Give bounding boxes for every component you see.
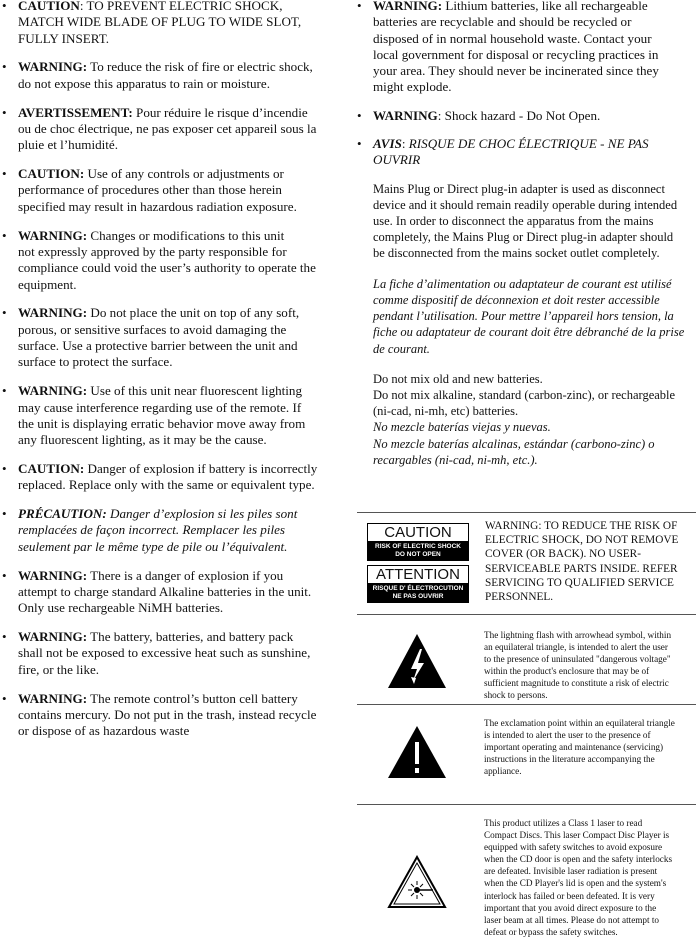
warning-text-line: pluie et l’humidité. — [18, 137, 118, 153]
paragraph-line: use. In order to disconnect the apparatus from the mains — [373, 214, 654, 229]
symbol-text-line: important that you avoid direct exposure to the — [484, 902, 657, 913]
warning-text-line: seulement par le même type de pile ou l’équivalent. — [18, 538, 288, 554]
notice-paragraph — [355, 181, 696, 262]
warning-text-line: The remote control’s button cell battery — [90, 690, 298, 706]
warning-text-line: Danger d’explosion si les piles sont — [110, 506, 298, 522]
warning-keyword: CAUTION — [18, 0, 80, 13]
warning-keyword: WARNING: — [373, 0, 443, 13]
box-warning-line: ELECTRIC SHOCK, DO NOT REMOVE — [485, 534, 679, 547]
warning-separator: : — [79, 0, 87, 13]
warning-item — [0, 105, 340, 154]
warning-text-line: the unit is displaying erratic behavior move away from — [18, 415, 306, 431]
paragraph-line: Mains Plug or Direct plug-in adapter is used as disconnect — [373, 181, 665, 196]
warning-text-line: TO PREVENT ELECTRIC SHOCK, — [86, 0, 283, 13]
symbol-text-line: are defeated. Invisible laser radiation is present — [484, 866, 658, 877]
warning-item — [0, 228, 340, 293]
caution-label-sub1: RISK OF ELECTRIC SHOCK — [375, 543, 461, 550]
warning-text-line: Shock hazard - Do Not Open. — [444, 107, 601, 123]
warning-text-line: Use of this unit near fluorescent lighting — [90, 383, 303, 399]
warning-item — [0, 629, 340, 678]
box-warning-line: SERVICING TO QUALIFIED SERVICE — [485, 576, 674, 589]
warning-keyword: WARNING: — [18, 690, 88, 706]
laser-box — [357, 804, 696, 936]
warning-text-line: performance of procedures other than those herein — [18, 182, 282, 198]
warning-text-line: remplacées de façon incorrect. Remplacer les piles — [18, 522, 286, 538]
box-warning-line: PERSONNEL. — [485, 591, 554, 604]
warning-keyword: WARNING: — [18, 227, 88, 243]
warning-text-line: Use of any controls or adjustments or — [87, 166, 284, 182]
symbol-text-line: when the CD door is open and the safety interlocks — [484, 854, 673, 865]
warning-text-line: specified may result in hazardous radiation exposure. — [18, 198, 297, 214]
box-warning-line: COVER (OR BACK). NO USER- — [485, 548, 641, 561]
warning-item — [0, 568, 340, 617]
warning-text-line: fire, or the like. — [18, 661, 100, 677]
symbol-text-line: This product utilizes a Class 1 laser to read — [484, 818, 643, 828]
warning-text-line: batteries are recyclable and should be recycled or — [373, 14, 632, 30]
symbol-text-line: Compact Discs. This laser Compact Disc Player is — [484, 830, 670, 841]
paragraph-line: Do not mix alkaline, standard (carbon-zinc), or rechargeable — [373, 387, 676, 402]
laser-radiation-icon — [387, 855, 447, 909]
exclamation-symbol-text — [484, 717, 696, 777]
box-warning-keyword: WARNING — [485, 520, 539, 532]
warning-text-line: FULLY INSERT. — [18, 30, 110, 46]
warning-item — [355, 108, 696, 124]
paragraph-line: recargables (ni-cad, ni-mh, etc.). — [373, 452, 538, 467]
warning-text-line: The battery, batteries, and battery pack — [90, 629, 294, 645]
symbol-text-line: appliance. — [484, 766, 522, 777]
warning-text-line: Danger of explosion if battery is incorrectly — [87, 460, 318, 476]
warning-item — [0, 691, 340, 740]
warning-text-line: Lithium batteries, like all rechargeable — [445, 0, 648, 13]
paragraph-line: de courant. — [373, 341, 430, 356]
caution-label-title: CAUTION — [368, 524, 468, 542]
attention-label-sub2: NE PAS OUVRIR — [392, 592, 444, 600]
caution-label — [367, 523, 469, 561]
warning-text-line: shall not be exposed to excessive heat such as sunshine, — [18, 645, 311, 661]
warning-text-line: may cause interference regarding use of the remote. If — [18, 399, 302, 415]
symbol-text-line: an equilateral triangle, is intended to alert the user — [484, 642, 668, 653]
warning-text-line: equipment. — [18, 276, 77, 292]
paragraph-line: comme dispositif de déconnexion et doit rester accessible — [373, 292, 660, 307]
warning-keyword: CAUTION: — [18, 460, 85, 476]
warning-text-line: OUVRIR — [373, 152, 421, 168]
symbol-text-line: when the CD Player's lid is open and the system's — [484, 878, 667, 889]
service-warning-text — [485, 519, 696, 604]
warning-text-line: Changes or modifications to this unit — [90, 227, 285, 243]
warning-text-line: ou de choc électrique, ne pas exposer cet appareil sous la — [18, 120, 317, 136]
warning-keyword: AVERTISSEMENT: — [18, 104, 133, 120]
warning-item — [0, 506, 340, 555]
warning-item — [0, 59, 340, 92]
warning-text-line: not expressly approved by the party responsible for — [18, 243, 287, 259]
warning-text-line: To reduce the risk of fire or electric shock, — [90, 59, 313, 75]
paragraph-line: fiche ou adaptateur de courant doit être débranché de la prise — [373, 325, 685, 340]
warning-text-line: Only use rechargeable NiMH batteries. — [18, 600, 224, 616]
warning-text-line: porous, or sensitive surfaces to avoid damaging the — [18, 321, 287, 337]
symbol-text-line: equipped with safety switches to avoid exposure — [484, 842, 663, 853]
warning-keyword: WARNING: — [18, 305, 88, 321]
paragraph-line: No mezcle baterías alcalinas, estándar (carbono-zinc) o — [373, 436, 655, 451]
warning-text-line: your area. They should never be incinerated since they — [373, 63, 659, 79]
exclamation-box — [357, 704, 696, 803]
symbol-text-line: important operating and maintenance (servicing) — [484, 742, 664, 753]
box-warning-line: SERVICEABLE PARTS INSIDE. REFER — [485, 562, 678, 575]
warning-text-line: or dispose of as hazardous waste — [18, 723, 190, 739]
warning-text-line: Do not place the unit on top of any soft, — [90, 305, 300, 321]
lightning-triangle-icon — [387, 633, 447, 689]
paragraph-line: No mezcle baterías viejas y nuevas. — [373, 420, 551, 435]
symbol-text-line: to the presence of uninsulated "dangerous voltage" — [484, 654, 671, 665]
warning-keyword: CAUTION: — [18, 166, 85, 182]
warning-keyword: WARNING — [373, 107, 438, 123]
warning-keyword: WARNING: — [18, 59, 88, 75]
warning-text-line: MATCH WIDE BLADE OF PLUG TO WIDE SLOT, — [18, 14, 302, 30]
attention-label-title: ATTENTION — [368, 566, 468, 584]
notice-paragraph — [355, 276, 696, 357]
exclamation-triangle-icon — [387, 725, 447, 779]
warning-text-line: surface. Use a protective barrier between the unit and — [18, 338, 298, 354]
paragraph-line: pendant l’utilisation. Pour mettre l’appareil hors tension, la — [373, 309, 674, 324]
paragraph-line: be disconnected from the mains socket outlet completely. — [373, 246, 660, 261]
warning-item — [0, 166, 340, 215]
warning-text-line: surface to protect the surface. — [18, 354, 173, 370]
warning-text-line: local government for disposal or recycling practices in — [373, 46, 659, 62]
warning-keyword: WARNING: — [18, 629, 88, 645]
symbol-text-line: interlock has failed or been defeated. It is very — [484, 890, 655, 901]
symbol-text-line: laser beam at all times. Please do not attempt to — [484, 914, 660, 925]
warning-text-line: disposed of in normal household waste. Contact your — [373, 30, 652, 46]
warning-text-line: attempt to charge standard Alkaline batteries in the unit. — [18, 583, 312, 599]
symbol-text-line: is intended to alert the user to the presence of — [484, 730, 651, 741]
warning-separator: : — [401, 136, 409, 152]
paragraph-line: La fiche d’alimentation ou adaptateur de courant est utilisé — [373, 276, 672, 291]
warning-text-line: Pour réduire le risque d’incendie — [136, 104, 308, 120]
symbol-text-line: instructions in the literature accompanying the — [484, 754, 655, 765]
symbol-text-line: shock to persons. — [484, 690, 548, 701]
right-paragraphs — [355, 181, 696, 468]
paragraph-line: device and it should remain readily operable during intended — [373, 197, 678, 212]
warning-item — [0, 383, 340, 448]
notice-paragraph — [355, 371, 696, 468]
attention-label-subtitle — [368, 584, 468, 602]
warning-keyword: WARNING: — [18, 567, 88, 583]
warning-item — [0, 461, 340, 494]
warning-keyword: AVIS — [373, 136, 402, 152]
laser-product-text — [484, 817, 696, 938]
paragraph-line: completely, the Mains Plug or Direct plug-in adapter should — [373, 230, 674, 245]
warning-item — [0, 305, 340, 370]
symbol-text-line: sufficient magnitude to constitute a risk of electric — [484, 678, 669, 689]
box-warning-line: : TO REDUCE THE RISK OF — [538, 520, 678, 532]
caution-box — [357, 512, 696, 613]
symbol-text-line: defeat or bypass the safety switches. — [484, 926, 618, 937]
left-column — [0, 0, 340, 752]
warning-keyword: WARNING: — [18, 383, 88, 399]
warning-text-line: replaced. Replace only with the same or equivalent type. — [18, 477, 315, 493]
warning-text-line: do not expose this apparatus to rain or moisture. — [18, 75, 271, 91]
warning-item — [0, 0, 340, 47]
left-warning-list — [0, 0, 340, 740]
symbol-text-line: within the product's enclosure that may be of — [484, 666, 650, 677]
warning-item — [355, 0, 696, 96]
attention-label-sub1: RISQUE D' ÉLECTROCUTION — [372, 585, 464, 592]
caution-label-sub2: DO NOT OPEN — [395, 550, 441, 558]
warning-text-line: contains mercury. Do not put in the trash, instead recycle — [18, 706, 317, 722]
warning-keyword: PRÉCAUTION: — [18, 506, 107, 522]
warning-separator: : — [437, 107, 445, 123]
right-warning-list — [355, 0, 696, 169]
symbol-text-line: The lightning flash with arrowhead symbol, within — [484, 630, 672, 640]
paragraph-line: (ni-cad, ni-mh, etc) batteries. — [373, 404, 519, 419]
lightning-box — [357, 614, 696, 703]
symbol-text-line: The exclamation point within an equilateral triangle — [484, 718, 675, 728]
lightning-symbol-text — [484, 629, 696, 702]
caution-label-subtitle — [368, 542, 468, 560]
attention-label — [367, 565, 469, 603]
warning-item — [355, 136, 696, 169]
paragraph-line: Do not mix old and new batteries. — [373, 371, 543, 386]
warning-text-line: RISQUE DE CHOC ÉLECTRIQUE - NE PAS — [408, 136, 649, 152]
warning-text-line: There is a danger of explosion if you — [90, 567, 284, 583]
warning-text-line: might explode. — [373, 79, 452, 95]
warning-text-line: any fluorescent lighting, as it may be the cause. — [18, 432, 267, 448]
warning-text-line: compliance could void the user’s authority to operate the — [18, 260, 316, 276]
right-column — [355, 0, 696, 937]
